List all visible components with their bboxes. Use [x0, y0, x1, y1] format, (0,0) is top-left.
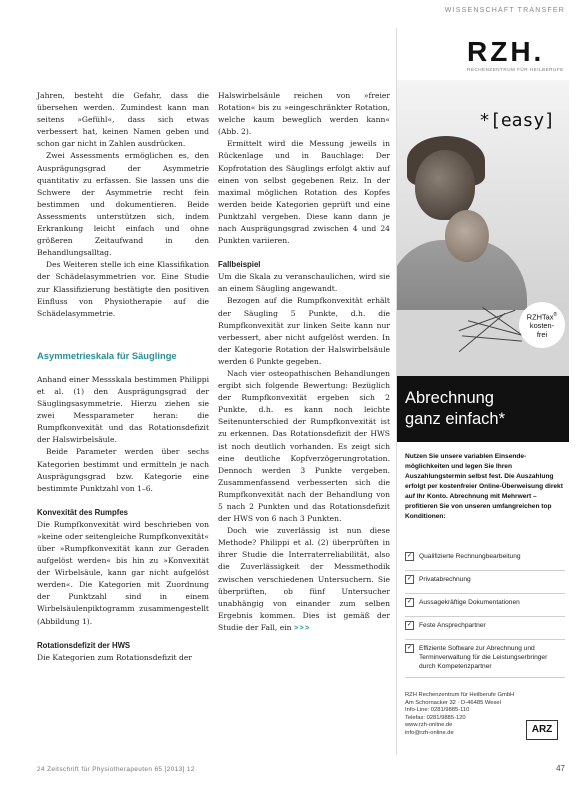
paragraph: Halswirbelsäule reichen von »freier Rotation« bis zu »eingeschränkter Rotation, welche kaum beweglich werden kann« (Abb. 2).: [218, 91, 390, 137]
left-column: [37, 90, 209, 664]
logo-tagline: RECHENZENTRUM FÜR HEILBERUFE: [467, 67, 564, 72]
subheading: Rotationsdefizit der HWS: [37, 640, 131, 650]
advertisement: [396, 28, 568, 755]
subheading: Konvexität des Rumpfes: [37, 507, 128, 517]
contact-line: RZH Rechenzentrum für Heilberufe GmbH: [405, 692, 515, 698]
rzh-logo: [467, 38, 567, 72]
ad-photo: [397, 80, 569, 376]
paragraph: Die Rumpfkonvexität wird beschrieben von »keine oder seitengleiche Rumpfkonvexität« über »Rumpfkonvexität kann zur Geraden aufgelöst werden« bis hin zu »Konvexität der Wirbelsäule, kann gar nicht aufgelöst werden«. Die Kategorien mit Zuordnung der Punktzahl sind in einem Wirbelsäulenpiktogramm zusammengestellt (Abbildung 1).: [37, 519, 209, 626]
feature-text: Qualifizierte Rechnungbearbeitung: [419, 553, 521, 560]
badge-line: RZHTax®: [526, 311, 558, 322]
running-head: WISSENSCHAFT TRANSFER: [444, 7, 565, 14]
contact-line: Am Schornacker 32 · D-46485 Wesel: [405, 699, 501, 706]
ad-banner: [397, 376, 569, 442]
list-item: [405, 594, 565, 617]
paragraph: [218, 525, 390, 634]
list-item: [405, 548, 565, 571]
contact-line: Info-Line: 0281/9885-110: [405, 707, 470, 714]
contact-line: Telefax: 0281/9885-120: [405, 714, 466, 721]
paragraph-text: Doch wie zuverlässig ist nun diese Methode? Philippi et al. (2) überprüften in ihrer Studie die Interraterreliabilität, also die Zuverlässigkeit der Messmethodik zwischen verschiedenen Untersuchern. Sie überprüften, ob fünf Untersucher unabhängig von einander zum selben Ergebnis kommen. Dies ist gemäß der Studie der Fall, ein: [218, 526, 390, 632]
paragraph: Zwei Assessments ermöglichen es, den Ausprägungsgrad der Asymmetrie quantitativ zu erfassen. Sie lassen uns die Schwere der Asymmetrie recht fein bestimmen und dokumentieren. Beide Assessments unterstützen sich, indem Erkrankung leicht einfach und ohne größeren Zeitaufwand in den Behandlungsalltag.: [37, 151, 209, 258]
paragraph: Anhand einer Messskala bestimmen Philippi et al. (1) den Ausprägungsgrad der Säuglingsasymmetrie. Hierzu ziehen sie zwei Messparameter heran: die Rumpfkonvexität und das Rotationsdefizit der Halswirbelsäule.: [37, 374, 209, 445]
banner-line: ganz einfach*: [405, 410, 505, 428]
contact-line[interactable]: info@rzh-online.de: [405, 729, 454, 736]
list-item: [405, 640, 565, 678]
checkbox-icon: ✓: [406, 576, 413, 582]
paragraph: Jahren, besteht die Gefahr, dass die übersehen werden. Zumindest kann man seitens »Gefühl«, dass sich etwas verbessert hat, keinen Namen geben und schon gar nicht in Zahlen ausdrücken.: [37, 91, 209, 149]
subheading: Fallbeispiel: [218, 260, 261, 270]
list-item: [405, 571, 565, 594]
banner-line: Abrechnung: [405, 389, 494, 407]
ad-intro: Nutzen Sie unsere variablen Einsende-möglichkeiten und legen Sie Ihren Auszahlungstermin selbst fest. Die Auszahlung erfolgt per kostenfreier Online-Überweisung direkt auf Ihr Konto. Abrechnung mit Mehrwert – profitieren Sie von unseren umfangreichen top Konditionen:: [405, 453, 563, 520]
paragraph: Beide Parameter werden über sechs Kategorien bestimmt und ermitteln je nach Ausprägungsgrad bzw. Kategorie eine bestimmte Punktzahl von 1–6.: [37, 447, 209, 493]
arz-logo: ARZ: [526, 720, 558, 740]
checkbox-icon: ✓: [406, 645, 413, 651]
photo-figure: [445, 210, 489, 262]
feature-text: Privatabrechnung: [419, 576, 471, 583]
feature-text: Effiziente Software zur Abrechnung und Terminverwaltung für die Leistungserbringer durch Kompetenzpartner: [419, 645, 548, 670]
middle-column: [218, 90, 390, 634]
checkbox-icon: ✓: [406, 599, 413, 605]
journal-footer: 24 Zeitschrift für Physiotherapeuten 65 [2013] 12: [37, 766, 195, 773]
paragraph: Die Kategorien zum Rotationsdefizit der: [37, 652, 192, 662]
feature-list: [405, 548, 565, 678]
checkbox-icon: ✓: [406, 622, 413, 628]
paragraph: Um die Skala zu veranschaulichen, wird sie an einem Säugling angewandt.: [218, 272, 390, 294]
list-item: [405, 617, 565, 640]
paragraph: Ermittelt wird die Messung jeweils in Rückenlage und in Bauchlage: Der Kopfrotation des Säuglings erfolgt aktiv auf einen von selbst gegebenen Reiz. In der maximal möglichen Rotation des Kopfes werden beide Kategorien geprüft und eine Punktzahl vergeben. Diese kann dann je nach Ausprägungsgrad zwischen 4 und 24 Punkten variieren.: [218, 139, 390, 246]
ad-contact: [405, 692, 525, 738]
checkbox-icon: ✓: [406, 553, 413, 559]
easy-slogan: *[easy]: [479, 110, 555, 131]
paragraph: Nach vier osteopathischen Behandlungen ergibt sich folgende Bewertung: Bezüglich der Rumpfkonvexität ergeben sich 2 Punkte, d.h. es kann noch leichte Seitenunterschied der Rumpfkonvexität ist zu erkennen. Das Rotationsdefizit der HWS ist noch deutlich vorhanden. Es zeigt sich eine deutliche Kopfverzögerungrotation. Dennoch werden 3 Punkte vergeben. Zusammenfassend verbesserten sich die Rumpfkonvexität nach der Behandlung von 5 nach 2 Punkten und das Rotationsdefizit der HWS von 6 nach 3 Punkten.: [218, 368, 390, 524]
paragraph: Bezogen auf die Rumpfkonvexität erhält der Säugling 5 Punkte, d.h. die Rumpfkonvexität zur linken Seite kann nur verbessert, aber nicht aufgelöst werden. In der Kategorie Rotation der Halswirbelsäule werden 6 Punkte gegeben.: [218, 296, 390, 366]
contact-line[interactable]: www.rzh-online.de: [405, 722, 453, 729]
rzhtax-badge: [519, 302, 565, 348]
paragraph: Des Weiteren stelle ich eine Klassifikation der Schädelasymmetrien vor. Eine Studie zur Klassifizierung bestätigte den positiven Einfluss von Physiotherapie auf die Schädelasymmetrie.: [37, 260, 209, 318]
page-number: 47: [556, 764, 565, 773]
section-heading: Asymmetrieskala für Säuglinge: [37, 349, 177, 361]
feature-text: Aussagekräftige Dokumentationen: [419, 599, 520, 606]
feature-text: Feste Ansprechpartner: [419, 622, 486, 629]
logo-text: RZH.: [467, 36, 545, 67]
badge-line: kosten-: [529, 321, 555, 331]
continue-arrows: >>>: [293, 622, 311, 632]
badge-line: frei: [536, 330, 548, 340]
